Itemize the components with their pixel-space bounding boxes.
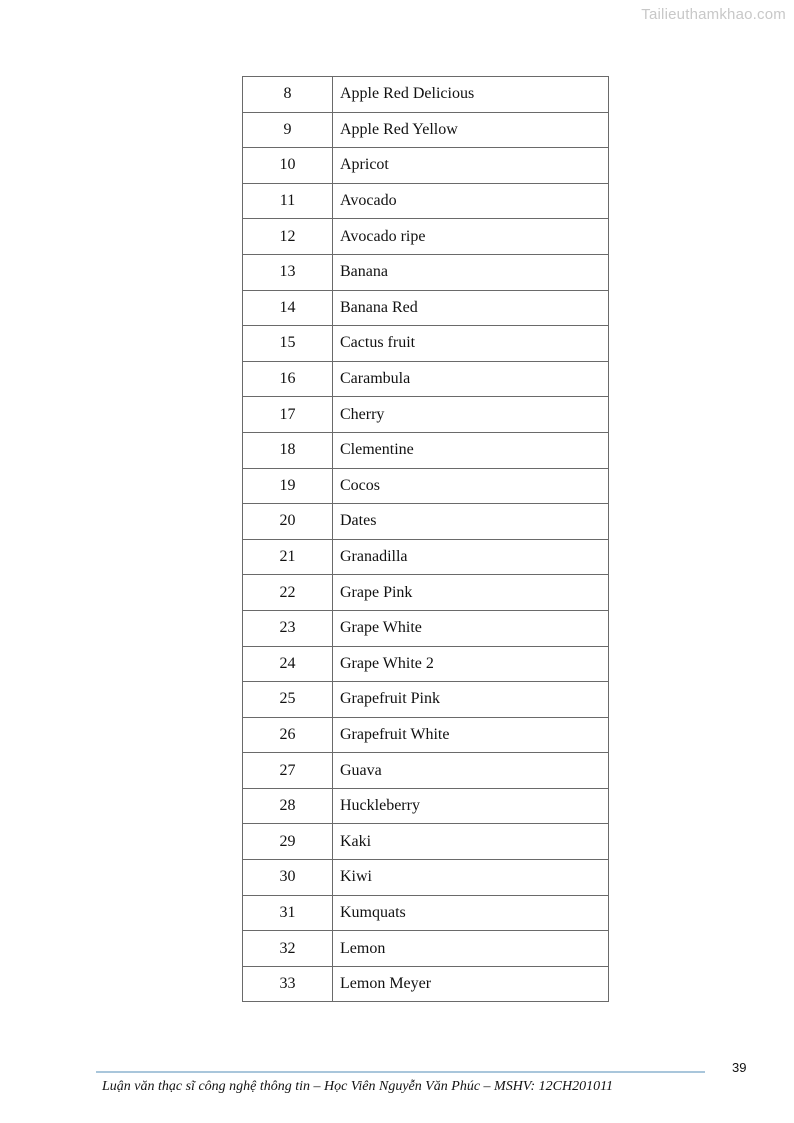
table-row	[243, 753, 609, 789]
table-row	[243, 504, 609, 540]
table-row	[243, 610, 609, 646]
table-row	[243, 468, 609, 504]
row-number: 16	[243, 361, 333, 397]
fruit-name: Apricot	[333, 148, 609, 184]
row-number: 23	[243, 610, 333, 646]
footer-divider	[96, 1071, 705, 1073]
table-row	[243, 397, 609, 433]
row-number: 17	[243, 397, 333, 433]
fruit-name: Cherry	[333, 397, 609, 433]
page-number: 39	[732, 1060, 747, 1075]
fruit-name: Clementine	[333, 432, 609, 468]
row-number: 14	[243, 290, 333, 326]
row-number: 21	[243, 539, 333, 575]
row-number: 30	[243, 860, 333, 896]
row-number: 8	[243, 77, 333, 113]
table-row	[243, 183, 609, 219]
fruit-name: Grape Pink	[333, 575, 609, 611]
table-row	[243, 361, 609, 397]
table-row	[243, 575, 609, 611]
row-number: 11	[243, 183, 333, 219]
row-number: 25	[243, 682, 333, 718]
table-row	[243, 77, 609, 113]
fruit-name: Kiwi	[333, 860, 609, 896]
fruit-name: Apple Red Delicious	[333, 77, 609, 113]
row-number: 32	[243, 931, 333, 967]
fruit-name: Cocos	[333, 468, 609, 504]
row-number: 12	[243, 219, 333, 255]
table-row	[243, 717, 609, 753]
table-row	[243, 931, 609, 967]
footer-text: Luận văn thạc sĩ công nghệ thông tin – Học Viên Nguyễn Văn Phúc – MSHV: 12CH201011	[102, 1079, 614, 1094]
row-number: 28	[243, 788, 333, 824]
fruit-name: Huckleberry	[333, 788, 609, 824]
table-row	[243, 326, 609, 362]
fruit-name: Grape White	[333, 610, 609, 646]
table-row	[243, 788, 609, 824]
fruit-name: Kaki	[333, 824, 609, 860]
table-row	[243, 682, 609, 718]
row-number: 27	[243, 753, 333, 789]
fruit-name: Carambula	[333, 361, 609, 397]
table-row	[243, 219, 609, 255]
fruit-name: Lemon	[333, 931, 609, 967]
table-row	[243, 539, 609, 575]
row-number: 15	[243, 326, 333, 362]
row-number: 22	[243, 575, 333, 611]
row-number: 13	[243, 254, 333, 290]
fruit-name: Granadilla	[333, 539, 609, 575]
row-number: 20	[243, 504, 333, 540]
table-row	[243, 646, 609, 682]
row-number: 10	[243, 148, 333, 184]
fruit-name: Grapefruit White	[333, 717, 609, 753]
row-number: 29	[243, 824, 333, 860]
fruit-name: Avocado ripe	[333, 219, 609, 255]
row-number: 33	[243, 966, 333, 1002]
table-row	[243, 895, 609, 931]
fruit-table-body	[243, 77, 609, 1002]
fruit-name: Grape White 2	[333, 646, 609, 682]
fruit-name: Kumquats	[333, 895, 609, 931]
table-row	[243, 860, 609, 896]
fruit-name: Dates	[333, 504, 609, 540]
fruit-name: Banana	[333, 254, 609, 290]
row-number: 9	[243, 112, 333, 148]
table-row	[243, 290, 609, 326]
table-row	[243, 432, 609, 468]
fruit-name: Avocado	[333, 183, 609, 219]
fruit-name: Banana Red	[333, 290, 609, 326]
fruit-table	[242, 76, 609, 1002]
fruit-name: Cactus fruit	[333, 326, 609, 362]
row-number: 19	[243, 468, 333, 504]
row-number: 24	[243, 646, 333, 682]
fruit-name: Lemon Meyer	[333, 966, 609, 1002]
table-row	[243, 966, 609, 1002]
table-row	[243, 254, 609, 290]
fruit-name: Guava	[333, 753, 609, 789]
fruit-name: Apple Red Yellow	[333, 112, 609, 148]
row-number: 18	[243, 432, 333, 468]
row-number: 31	[243, 895, 333, 931]
watermark: Tailieuthamkhao.com	[641, 6, 786, 23]
table-row	[243, 112, 609, 148]
row-number: 26	[243, 717, 333, 753]
table-row	[243, 824, 609, 860]
table-row	[243, 148, 609, 184]
fruit-name: Grapefruit Pink	[333, 682, 609, 718]
